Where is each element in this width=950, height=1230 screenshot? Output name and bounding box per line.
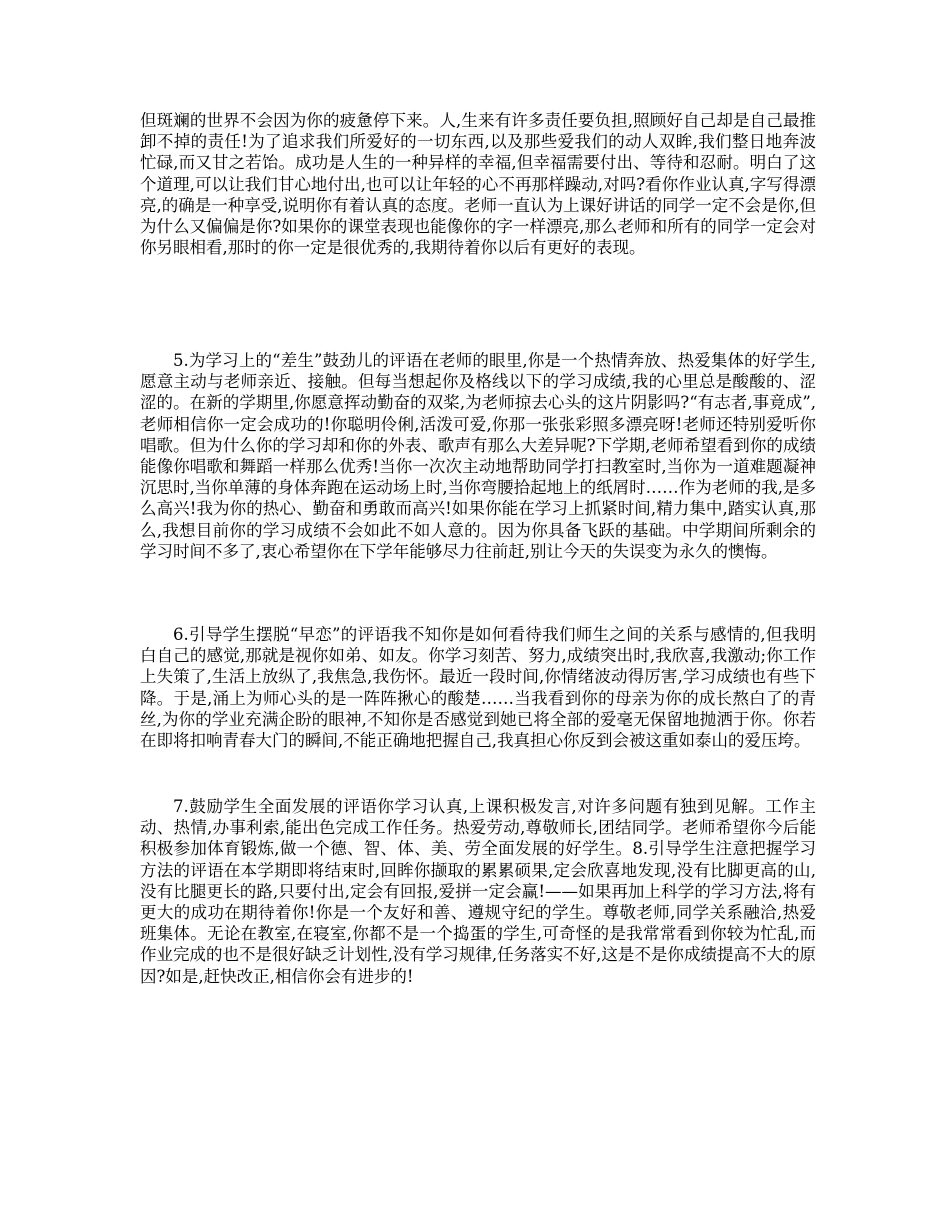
paragraph-comment-6: 6.引导学生摆脱“早恋”的评语我不知你是如何看待我们师生之间的关系与感情的,但我明白自己的感觉,那就是视你如弟、如友。你学习刻苦、努力,成绩突出时,我欣喜,我激动;你工作上失策了,生活上放纵了,我焦急,我伤怀。最近一段时间,你情绪波动得厉害,学习成绩也有些下降。于是,涌上为师心头的是一阵阵揪心的酸楚……当我看到你的母亲为你的成长熬白了的青丝,为你的学业充满企盼的眼神,不知你是否感觉到她已将全部的爱毫无保留地抛洒于你。你若在即将扣响青春大门的瞬间,不能正确地把握自己,我真担心你反到会被这重如泰山的爱压垮。 xyxy=(140,625,816,751)
paragraph-comment-5: 5.为学习上的“差生”鼓劲儿的评语在老师的眼里,你是一个热情奔放、热爱集体的好学生,愿意主动与老师亲近、接触。但每当想起你及格线以下的学习成绩,我的心里总是酸酸的、涩涩的。在新的学期里,你愿意挥动勤奋的双桨,为老师掠去心头的这片阴影吗?“有志者,事竟成”,老师相信你一定会成功的!你聪明伶俐,活泼可爱,你那一张张彩照多漂亮呀!老师还特别爱听你唱歌。但为什么你的学习却和你的外表、歌声有那么大差异呢?下学期,老师希望看到你的成绩能像你唱歌和舞蹈一样那么优秀!当你一次次主动地帮助同学打扫教室时,当你为一道难题凝神沉思时,当你单薄的身体奔跑在运动场上时,当你弯腰拾起地上的纸屑时……作为老师的我,是多么高兴!我为你的热心、勤奋和勇敢而高兴!如果你能在学习上抓紧时间,精力集中,踏实认真,那么,我想目前你的学习成绩不会如此不如人意的。因为你具备飞跃的基础。中学期间所剩余的学习时间不多了,衷心希望你在下学年能够尽力往前赶,别让今天的失误变为永久的懊悔。 xyxy=(140,351,816,561)
paragraph-continuation: 但斑斓的世界不会因为你的疲惫停下来。人,生来有许多责任要负担,照顾好自己却是自己最推卸不掉的责任!为了追求我们所爱好的一切东西,以及那些爱我们的动人双眸,我们整日地奔波忙碌,而又甘之若饴。成功是人生的一种异样的幸福,但幸福需要付出、等待和忍耐。明白了这个道理,可以让我们甘心地付出,也可以让年轻的心不再那样躁动,对吗?看你作业认真,字写得漂亮,的确是一种享受,说明你有着认真的态度。老师一直认为上课好讲话的同学一定不会是你,但为什么又偏偏是你?如果你的课堂表现也能像你的字一样漂亮,那么老师和所有的同学一定会对你另眼相看,那时的你一定是很优秀的,我期待着你以后有更好的表现。 xyxy=(140,111,816,258)
paragraph-comment-7-8: 7.鼓励学生全面发展的评语你学习认真,上课积极发言,对许多问题有独到见解。工作主动、热情,办事利索,能出色完成工作任务。热爱劳动,尊敬师长,团结同学。老师希望你今后能积极参加体育锻炼,做一个德、智、体、美、劳全面发展的好学生。8.引导学生注意把握学习方法的评语在本学期即将结束时,回眸你撷取的累累硕果,定会欣喜地发现,没有比脚更高的山,没有比腿更长的路,只要付出,定会有回报,爱拼一定会赢!——如果再加上科学的学习方法,将有更大的成功在期待着你!你是一个友好和善、遵规守纪的学生。尊敬老师,同学关系融洽,热爱班集体。无论在教室,在寝室,你都不是一个捣蛋的学生,可奇怪的是我常常看到你较为忙乱,而作业完成的也不是很好缺乏计划性,没有学习规律,任务落实不好,这是不是你成绩提高不大的原因?如是,赶快改正,相信你会有进步的! xyxy=(140,797,816,986)
